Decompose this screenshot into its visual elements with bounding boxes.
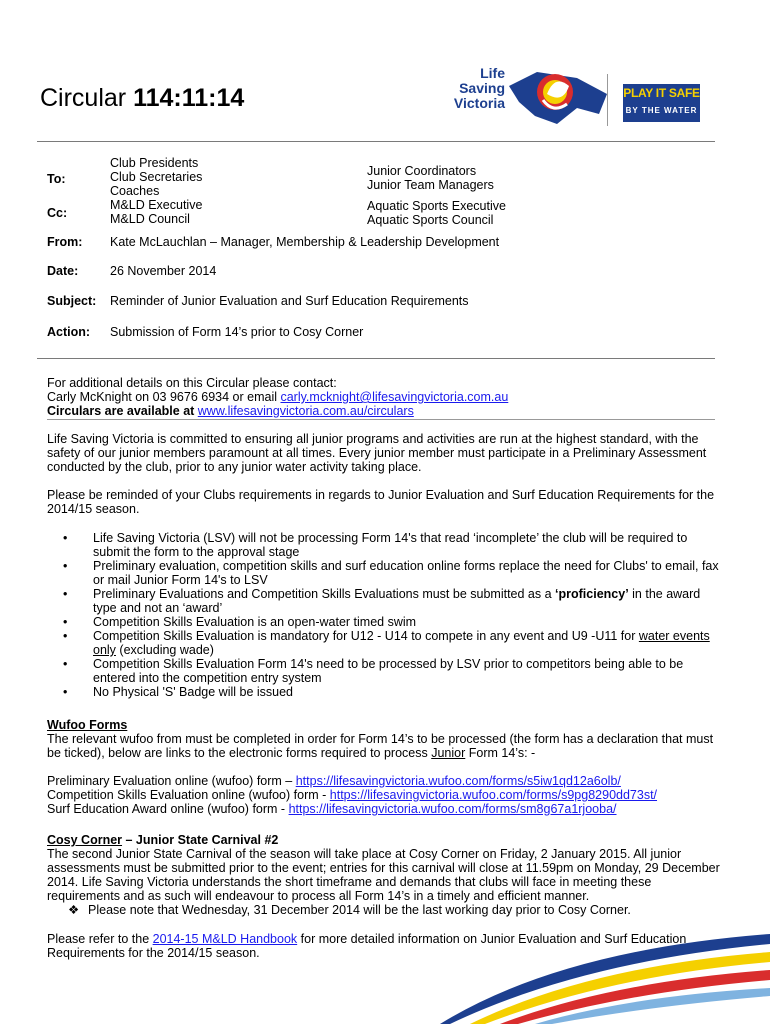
wufoo-links: Preliminary Evaluation online (wufoo) form – https://lifesavingvictoria.wufoo.com/forms/s5iw1qd12a6olb/ Competition Skills Evaluation online (wufoo) form - https://lifesavingvictoria.wufoo.com/forms/s9pg8290dd73st/ Surf Education Award online (wufoo) form - https://lifesavingvictoria.wufoo.com/forms/sm8g67a1rjooba/ xyxy=(47,774,658,816)
action-label: Action: xyxy=(47,325,91,339)
intro-paragraph: Life Saving Victoria is committed to ensuring all junior programs and activities are run at the highest standard, with the safety of our junior members paramount at all times. Every junior member must participate in a Preliminary Assessment conducted by the club, prior to any junior water activity taking place. xyxy=(47,432,707,474)
list-item: • Competition Skills Evaluation Form 14's need to be processed by LSV prior to competitors being able to be entered into the competition entry system xyxy=(63,657,723,685)
circulars-link[interactable]: www.lifesavingvictoria.com.au/circulars xyxy=(197,404,414,418)
footer-swoosh-icon xyxy=(440,930,770,1024)
play-it-safe-logo: PLAY IT SAFE BY THE WATER xyxy=(623,84,700,122)
wufoo-heading: Wufoo Forms xyxy=(47,718,128,732)
cosy-corner-note: ❖ Please note that Wednesday, 31 December 2014 will be the last working day prior to Cosy Corner. xyxy=(68,903,631,917)
handbook-link[interactable]: 2014-15 M&LD Handbook xyxy=(152,932,298,946)
from-value: Kate McLauchlan – Manager, Membership & Leadership Development xyxy=(110,235,500,249)
preliminary-evaluation-link[interactable]: https://lifesavingvictoria.wufoo.com/forms/s5iw1qd12a6olb/ xyxy=(295,774,621,788)
reminder-paragraph: Please be reminded of your Clubs requirements in regards to Junior Evaluation and Surf Education Requirements for the 2014/15 season. xyxy=(47,488,715,516)
cosy-corner-section xyxy=(47,833,723,917)
page-title: Circular 114:11:14 xyxy=(40,84,245,112)
diamond-bullet-icon: ❖ xyxy=(68,903,80,917)
surf-education-link[interactable]: https://lifesavingvictoria.wufoo.com/forms/sm8g67a1rjooba/ xyxy=(288,802,617,816)
action-value: Submission of Form 14’s prior to Cosy Corner xyxy=(110,325,364,339)
cc-label: Cc: xyxy=(47,206,68,220)
recipients-col2-cc: Aquatic Sports Executive Aquatic Sports Council xyxy=(367,199,506,227)
list-item: • Competition Skills Evaluation is mandatory for U12 - U14 to compete in any event and U9 -U11 for water events only (excluding wade) xyxy=(63,629,723,657)
list-item: • Preliminary evaluation, competition skills and surf education online forms replace the need for Clubs' to email, fax or mail Junior Form 14's to LSV xyxy=(63,559,723,587)
list-item: • Life Saving Victoria (LSV) will not be processing Form 14's that read ‘incomplete’ the club will be required to submit the form to the approval stage xyxy=(63,531,723,559)
contact-email-link[interactable]: carly.mcknight@lifesavingvictoria.com.au xyxy=(280,390,509,404)
lsv-logo xyxy=(445,62,615,130)
requirements-list xyxy=(63,531,723,699)
to-label: To: xyxy=(47,172,66,186)
list-item: • Preliminary Evaluations and Competition Skills Evaluations must be submitted as a ‘proficiency’ in the award type and not an ‘award’ xyxy=(63,587,723,615)
meta-rule xyxy=(37,358,715,359)
logo-divider xyxy=(607,74,608,126)
subject-value: Reminder of Junior Evaluation and Surf Education Requirements xyxy=(110,294,469,308)
cosy-corner-heading: Cosy Corner – Junior State Carnival #2 xyxy=(47,833,279,847)
lsv-emblem-icon xyxy=(507,64,612,130)
handbook-paragraph: Please refer to the 2014-15 M&LD Handbook for more detailed information on Junior Evaluation and Surf Education Requirements for the 2014/15 season. xyxy=(47,932,687,960)
cosy-corner-paragraph: The second Junior State Carnival of the season will take place at Cosy Corner on Friday, 2 January 2015. All junior assessments must be submitted prior to the event; entries for this carnival will close at 11.59pm on Monday, 29 December 2014. Life Saving Victoria understands the short timeframe and demands that clubs will face in meeting these requirements and as such will endeavour to process all Form 14’s in a timely and efficient manner. xyxy=(47,847,720,903)
recipients-col1: Club Presidents Club Secretaries Coaches M&LD Executive M&LD Council xyxy=(110,156,203,226)
contact-block: For additional details on this Circular please contact: Carly McKnight on 03 9676 6934 or email carly.mcknight@lifesavingvictoria.com.au Circulars are available at www.lifesavingvictoria.com.au/circulars xyxy=(47,376,509,418)
lsv-logo-text: Life Saving Victoria xyxy=(453,65,505,111)
header-rule xyxy=(37,141,715,142)
wufoo-paragraph: The relevant wufoo from must be completed in order for Form 14’s to be processed (the form has a declaration that must be ticked), below are links to the electronic forms required to process Junior Form 14’s: - xyxy=(47,732,714,760)
circular-number: 114:11:14 xyxy=(133,84,245,112)
date-label: Date: xyxy=(47,264,79,278)
subject-label: Subject: xyxy=(47,294,97,308)
date-value: 26 November 2014 xyxy=(110,264,217,278)
list-item: • No Physical 'S' Badge will be issued xyxy=(63,685,723,699)
wufoo-section xyxy=(47,718,723,760)
competition-skills-link[interactable]: https://lifesavingvictoria.wufoo.com/forms/s9pg8290dd73st/ xyxy=(329,788,658,802)
recipients-col2-to: Junior Coordinators Junior Team Managers xyxy=(367,164,494,192)
list-item: • Competition Skills Evaluation is an open-water timed swim xyxy=(63,615,723,629)
from-label: From: xyxy=(47,235,83,249)
contact-rule xyxy=(47,419,715,420)
